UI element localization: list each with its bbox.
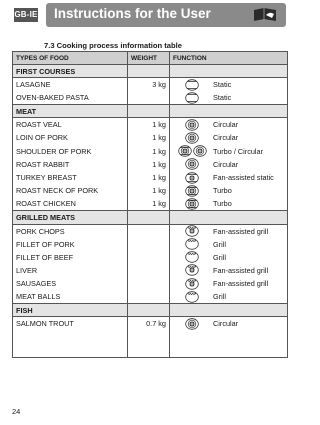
category-function-cell [170, 105, 288, 118]
food-cell: ROAST CHICKEN [13, 197, 128, 211]
food-cell: FILLET OF PORK [13, 238, 128, 251]
table-row [13, 251, 288, 264]
empty-cell [170, 330, 288, 357]
function-icons [173, 198, 211, 210]
weight-cell: 1 kg [128, 171, 170, 184]
section-title: 7.3 Cooking process information table [44, 41, 182, 50]
weight-cell [128, 238, 170, 251]
column-header-function: FUNCTION [170, 52, 288, 65]
function-icons [173, 225, 211, 237]
circular-icon [185, 318, 199, 330]
category-row [13, 65, 288, 78]
function-cell [170, 171, 288, 184]
table-header-row [13, 52, 288, 65]
category-row [13, 105, 288, 118]
fan-static-icon [185, 172, 199, 184]
turbo-icon [185, 185, 199, 197]
category-function-cell [170, 304, 288, 317]
weight-cell: 1 kg [128, 131, 170, 144]
function-icons [173, 185, 211, 197]
food-cell: MEAT BALLS [13, 290, 128, 304]
table-row [13, 317, 288, 331]
food-cell: OVEN-BAKED PASTA [13, 91, 128, 105]
category-weight-cell [128, 105, 170, 118]
function-icons [173, 291, 211, 303]
function-cell [170, 317, 288, 331]
category-label: MEAT [13, 105, 128, 118]
table-row [13, 91, 288, 105]
function-label: Fan-assisted grill [213, 226, 269, 236]
table-row [13, 184, 288, 197]
weight-cell: 1 kg [128, 118, 170, 132]
table-row [13, 264, 288, 277]
category-label: FISH [13, 304, 128, 317]
weight-cell: 1 kg [128, 197, 170, 211]
table-body [13, 65, 288, 358]
fan-grill-icon [185, 278, 199, 290]
column-header-food: TYPES OF FOOD [13, 52, 128, 65]
food-cell: LOIN OF PORK [13, 131, 128, 144]
function-cell [170, 131, 288, 144]
turbo-icon [185, 198, 199, 210]
function-cell [170, 184, 288, 197]
turbo-icon [178, 145, 192, 157]
table-row [13, 118, 288, 132]
table-row [13, 224, 288, 238]
category-row [13, 211, 288, 224]
food-cell: ROAST RABBIT [13, 158, 128, 171]
function-label: Grill [213, 292, 226, 302]
function-cell [170, 91, 288, 105]
brand-logo: GB-IE [14, 8, 38, 22]
category-row [13, 304, 288, 317]
food-cell: LIVER [13, 264, 128, 277]
function-cell [170, 264, 288, 277]
function-label: Turbo [213, 199, 232, 209]
function-cell [170, 158, 288, 171]
static-icon [185, 92, 199, 104]
function-icons [173, 251, 211, 263]
table-row [13, 158, 288, 171]
category-weight-cell [128, 211, 170, 224]
weight-cell [128, 264, 170, 277]
grill-icon [185, 251, 199, 263]
fan-grill-icon [185, 264, 199, 276]
table-row [13, 131, 288, 144]
food-cell: SAUSAGES [13, 277, 128, 290]
circular-icon [185, 158, 199, 170]
function-label: Circular [213, 159, 239, 169]
function-cell [170, 197, 288, 211]
category-weight-cell [128, 304, 170, 317]
function-icons [173, 79, 211, 91]
food-cell: SALMON TROUT [13, 317, 128, 331]
function-icons [173, 238, 211, 250]
weight-cell: 1 kg [128, 145, 170, 158]
weight-cell: 1 kg [128, 158, 170, 171]
category-label: GRILLED MEATS [13, 211, 128, 224]
fan-grill-icon [185, 225, 199, 237]
function-label: Grill [213, 252, 226, 262]
function-cell [170, 118, 288, 132]
food-cell: SHOULDER OF PORK [13, 145, 128, 158]
weight-cell: 0.7 kg [128, 317, 170, 331]
page-header [0, 0, 300, 30]
weight-cell: 3 kg [128, 78, 170, 92]
function-label: Grill [213, 239, 226, 249]
food-cell: ROAST VEAL [13, 118, 128, 132]
weight-cell [128, 251, 170, 264]
empty-row [13, 330, 288, 357]
function-icons [173, 278, 211, 290]
function-cell [170, 145, 288, 158]
table-row [13, 238, 288, 251]
food-cell: PORK CHOPS [13, 224, 128, 238]
empty-cell [13, 330, 128, 357]
function-icons [173, 318, 211, 330]
title-bar [46, 3, 286, 27]
food-cell: LASAGNE [13, 78, 128, 92]
book-hand-icon [252, 6, 278, 24]
function-label: Turbo [213, 186, 232, 196]
function-icons [173, 264, 211, 276]
function-label: Fan-assisted grill [213, 279, 269, 289]
category-label: FIRST COURSES [13, 65, 128, 78]
weight-cell: 1 kg [128, 184, 170, 197]
document-title: Instructions for the User [54, 6, 211, 21]
circular-icon [185, 119, 199, 131]
table-row [13, 145, 288, 158]
table-row [13, 290, 288, 304]
category-function-cell [170, 211, 288, 224]
weight-cell [128, 277, 170, 290]
circular-icon [193, 145, 207, 157]
function-icons [173, 132, 211, 144]
function-icons [173, 172, 211, 184]
function-label: Circular [213, 133, 239, 143]
function-cell [170, 251, 288, 264]
circular-icon [185, 132, 199, 144]
function-cell [170, 224, 288, 238]
function-cell [170, 238, 288, 251]
food-cell: TURKEY BREAST [13, 171, 128, 184]
function-icons [173, 92, 211, 104]
table-row [13, 171, 288, 184]
function-icons [173, 158, 211, 170]
function-icons [173, 119, 211, 131]
weight-cell [128, 91, 170, 105]
function-label: Static [213, 80, 232, 90]
page-number: 24 [12, 407, 21, 416]
grill-icon [185, 238, 199, 250]
weight-cell [128, 290, 170, 304]
cooking-table [12, 51, 288, 358]
function-cell [170, 290, 288, 304]
category-weight-cell [128, 65, 170, 78]
column-header-weight: WEIGHT [128, 52, 170, 65]
category-function-cell [170, 65, 288, 78]
food-cell: FILLET OF BEEF [13, 251, 128, 264]
function-icons [173, 145, 211, 157]
table-row [13, 277, 288, 290]
grill-icon [185, 291, 199, 303]
food-cell: ROAST NECK OF PORK [13, 184, 128, 197]
function-label: Circular [213, 319, 239, 329]
weight-cell [128, 224, 170, 238]
function-label: Fan-assisted static [213, 173, 274, 183]
function-cell [170, 277, 288, 290]
function-label: Fan-assisted grill [213, 265, 269, 275]
table-row [13, 78, 288, 92]
table-row [13, 197, 288, 211]
function-label: Turbo / Circular [213, 146, 264, 156]
function-cell [170, 78, 288, 92]
static-icon [185, 79, 199, 91]
function-label: Circular [213, 120, 239, 130]
function-label: Static [213, 93, 232, 103]
empty-cell [128, 330, 170, 357]
